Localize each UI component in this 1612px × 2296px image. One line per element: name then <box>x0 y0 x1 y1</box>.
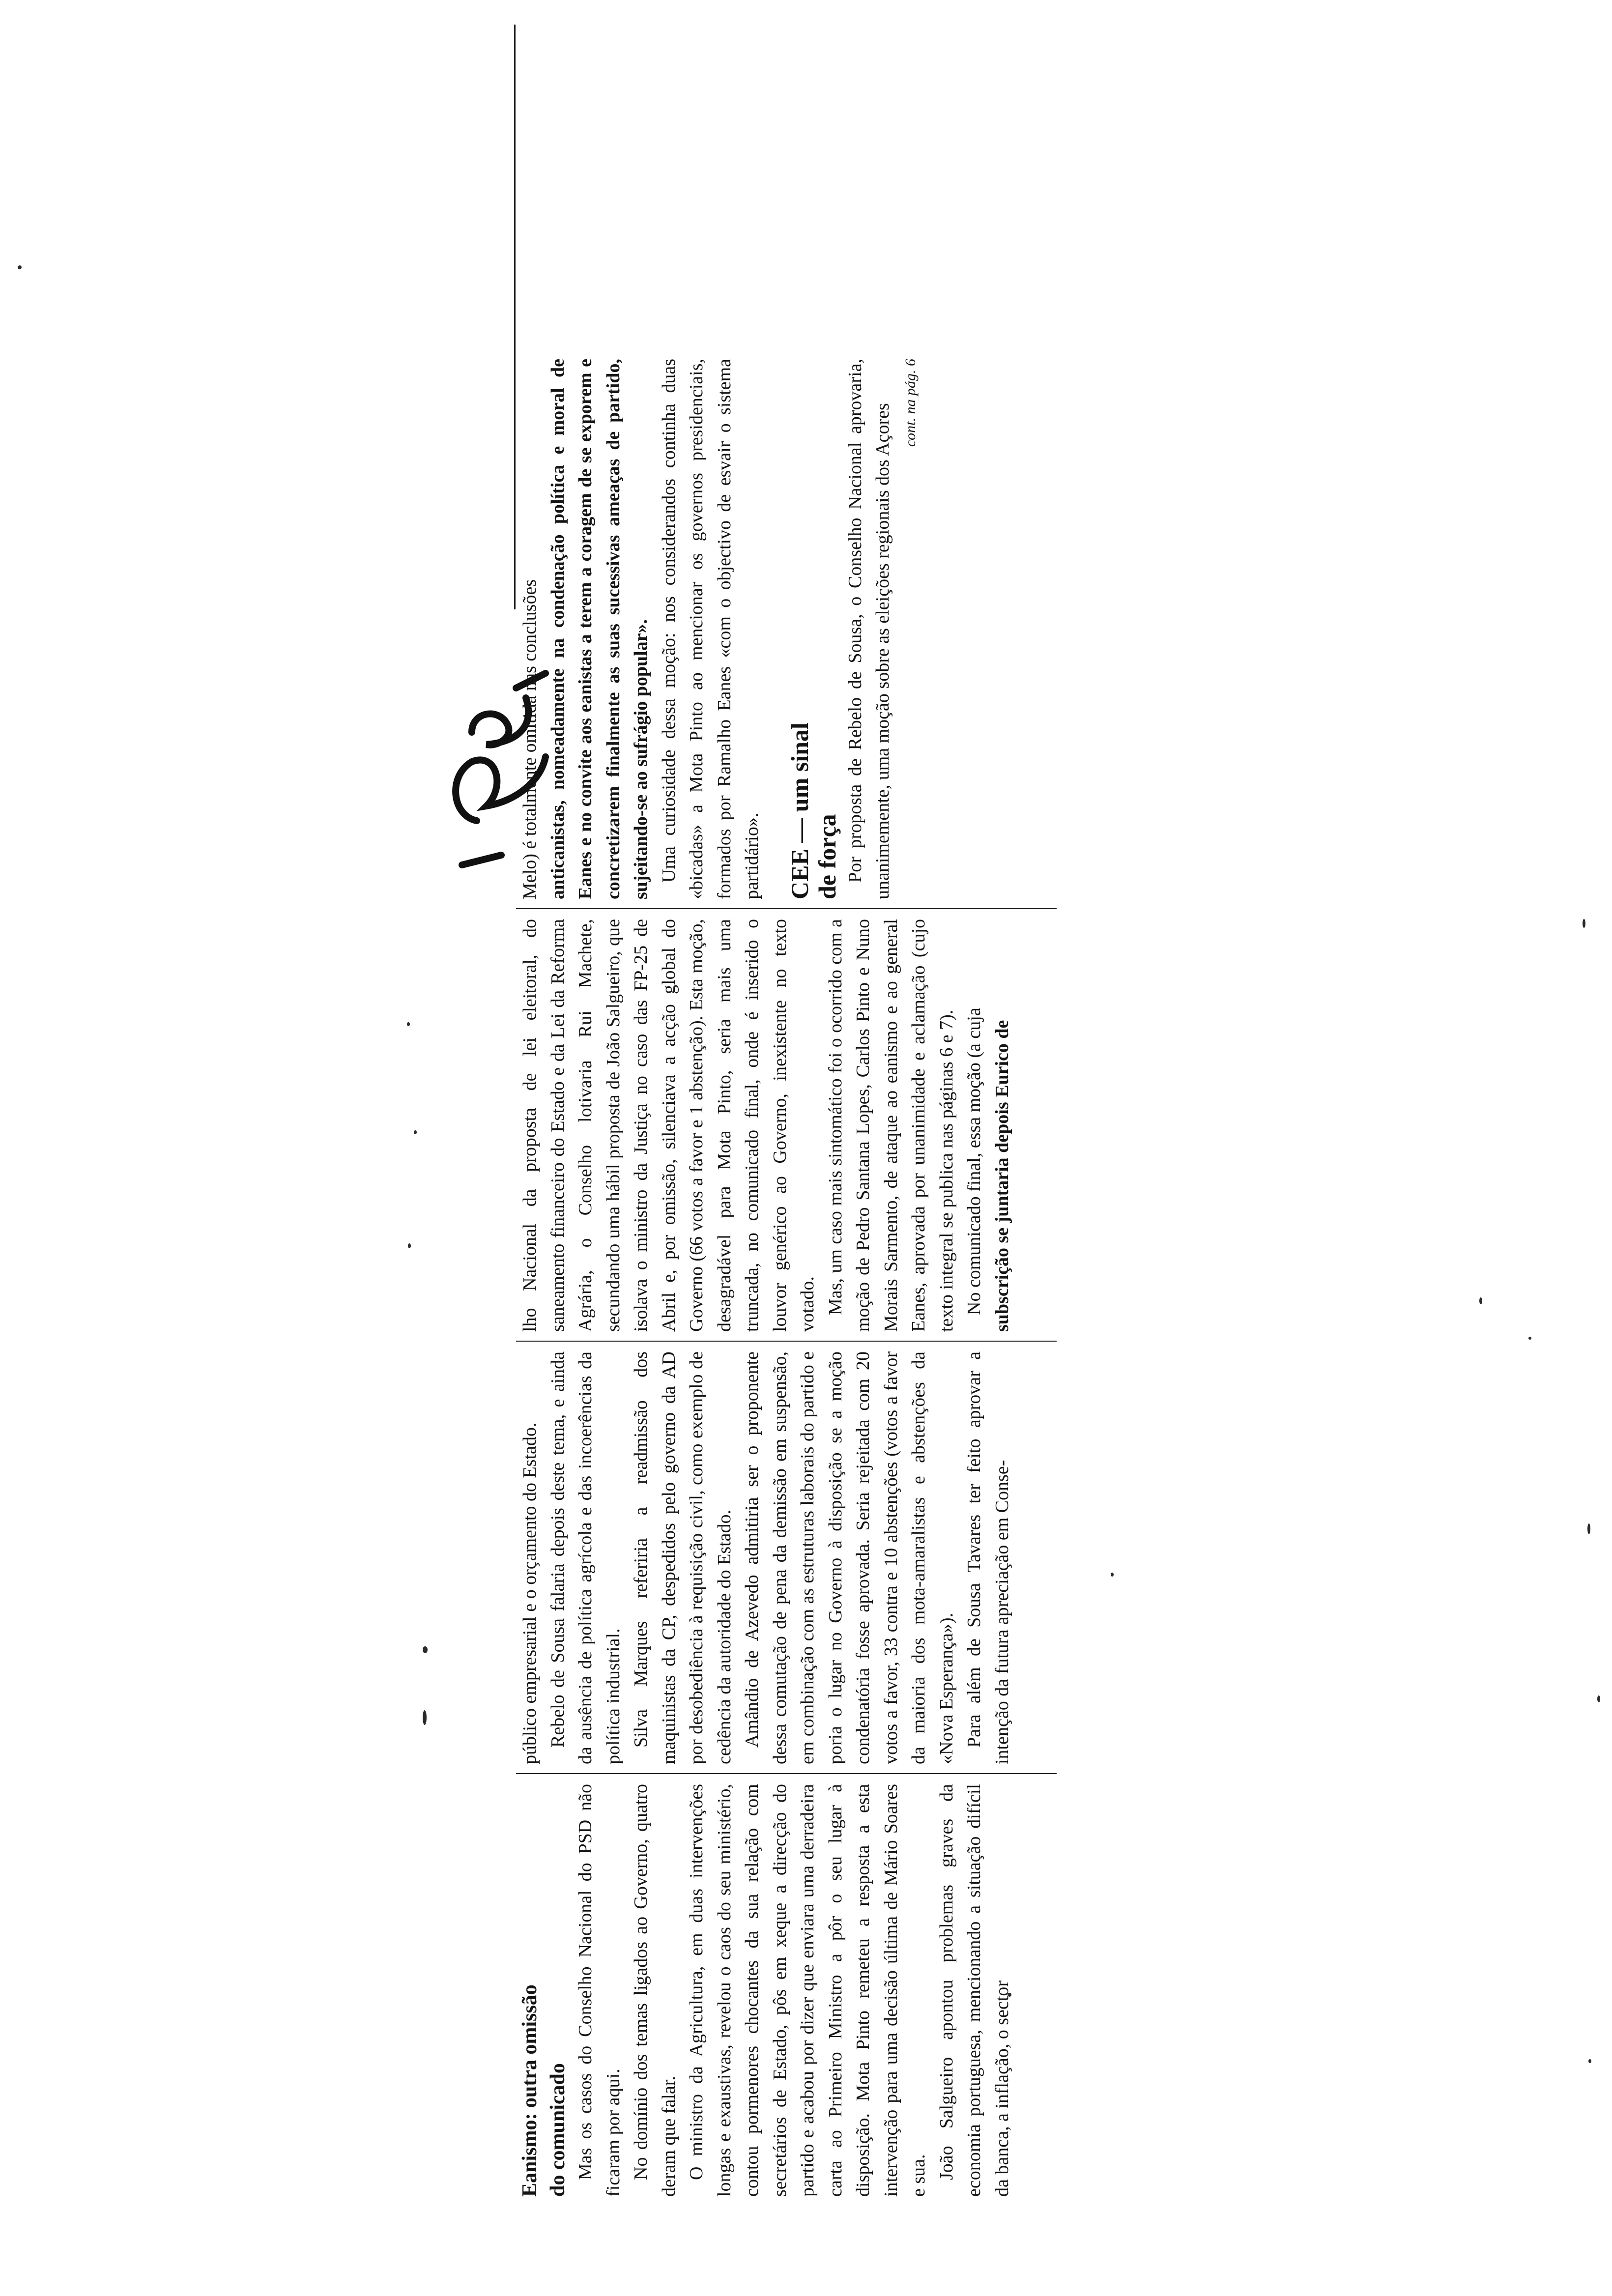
column-2 <box>516 1351 1057 1764</box>
column-4 <box>516 359 1057 899</box>
paragraph: O ministro da Agricultura, em duas intervenções longas e exaustivas, revelou o caos do seu ministério, contou pormenores chocantes da sua relação com secretários de Estado, pôs em xeque a direcção do partido e acabou por dizer que enviara uma derradeira carta ao Primeiro Ministro a pôr o seu lugar à disposição. Mota Pinto remeteu a resposta a esta intervenção para uma decisão última de Mário Soares e sua. <box>686 1784 929 2197</box>
paragraph: Uma curiosidade dessa moção: nos considerandos continha duas «bicadas» a Mota Pinto ao mencionar os governos presidenciais, formados por Ramalho Eanes «com o objectivo de esvair o sistema partidário». <box>658 359 762 899</box>
scan-speck <box>18 265 22 269</box>
bold-line: subscrição se juntaria depois Eurico de <box>991 1020 1012 1332</box>
scan-speck <box>1111 1573 1114 1577</box>
scan-speck <box>1588 2059 1591 2063</box>
scan-speck <box>423 1646 428 1653</box>
paragraph: Melo) é totalmente omitida nas conclusões <box>519 579 540 899</box>
paragraph: Mas, um caso mais sintomático foi o ocorrido com a moção de Pedro Santana Lopes, Carlos Pinto e Nuno Morais Sarmento, de ataque ao eanismo e ao general Eanes, aprovada por unanimidade e aclamação (cujo texto integral se publica nas páginas 6 e 7). <box>825 919 957 1332</box>
column-divider <box>516 1341 1057 1342</box>
scan-speck <box>1597 1695 1600 1702</box>
scan-speck <box>1479 1297 1482 1304</box>
continuation-note: cont. na pág. 6 <box>902 359 919 447</box>
column-divider <box>516 1773 1057 1774</box>
scan-speck <box>407 1022 410 1026</box>
bold-paragraph: anticanistas, nomeadamente na condenação política e moral de Eanes e no convite aos eanistas a terem a coragem de se exporem e concretizarem finalmente as suas sucessivas ameaças de partido, sujeitando-se ao sufrágio popular». <box>547 359 651 899</box>
paragraph: Rebelo de Sousa falaria depois deste tema, e ainda da ausência de política agrícola e das incoerências da política industrial. <box>547 1351 624 1764</box>
section-heading-line2: do comunicado <box>546 2063 569 2197</box>
paragraph: lho Nacional da proposta de lei eleitoral, do saneamento financeiro do Estado e da Lei da Reforma Agrária, o Conselho lotivaria Rui Machete, secundando uma hábil proposta de João Salgueiro, que isolava o ministro da Justiça no caso das FP-25 de Abril e, por omissão, silenciava a acção global do Governo (66 votos a favor e 1 abstenção). Esta moção, desagradável para Mota Pinto, seria mais uma truncada, no comunicado final, onde é inserido o louvor genérico ao Governo, inexistente no texto votado. <box>519 919 818 1332</box>
column-divider <box>516 908 1057 909</box>
scan-speck <box>1528 1337 1531 1340</box>
paragraph: Silva Marques referiria a readmissão dos maquinistas da CP, despedidos pelo governo da AD por desobediência à requisição civil, como exemplo de cedência da autoridade do Estado. <box>631 1351 735 1764</box>
paragraph: Mas os casos do Conselho Nacional do PSD não ficaram por aqui. <box>575 1784 624 2197</box>
scan-speck <box>414 1130 417 1134</box>
column-3 <box>516 919 1057 1332</box>
paragraph: No comunicado final, essa moção (a cuja <box>964 1007 984 1315</box>
scan-speck <box>1583 919 1585 928</box>
paragraph: Amândio de Azevedo admitiria ser o proponente dessa comutação de pena da demissão em suspensão, em combinação com as estruturas laborais do partido e poria o lugar no Governo à disposição se a moção condenatória fosse aprovada. Seria rejeitada com 20 votos a favor, 33 contra e 10 abstenções (votos a favor da maioria dos mota-amaralistas e abstenções da «Nova Esperança»). <box>742 1351 957 1764</box>
column-1 <box>516 1784 1057 2197</box>
scan-speck <box>423 1710 427 1725</box>
scan-speck <box>1587 1523 1590 1534</box>
section-heading: Eanismo: outra omissão <box>518 1984 541 2197</box>
paragraph: João Salgueiro apontou problemas graves da economia portuguesa, mencionando a situação difícil da banca, a inflação, o sector <box>936 1784 1012 2197</box>
paragraph: Para além de Sousa Tavares ter feito aprovar a intenção da futura apreciação em Conse- <box>964 1351 1012 1764</box>
scan-speck <box>408 1243 411 1248</box>
subheading: CEE — um sinal <box>785 722 813 899</box>
paragraph: Por proposta de Rebelo de Sousa, o Conselho Nacional aprovaria, unanimemente, uma moção sobre as eleições regionais dos Açores <box>844 359 893 899</box>
newspaper-clipping <box>516 25 1057 2197</box>
paragraph: público empresarial e o orçamento do Estado. <box>519 1422 540 1764</box>
subheading-line2: de força <box>813 814 841 899</box>
top-rule <box>514 25 516 609</box>
paragraph: No domínio dos temas ligados ao Governo, quatro deram que falar. <box>631 1784 679 2197</box>
